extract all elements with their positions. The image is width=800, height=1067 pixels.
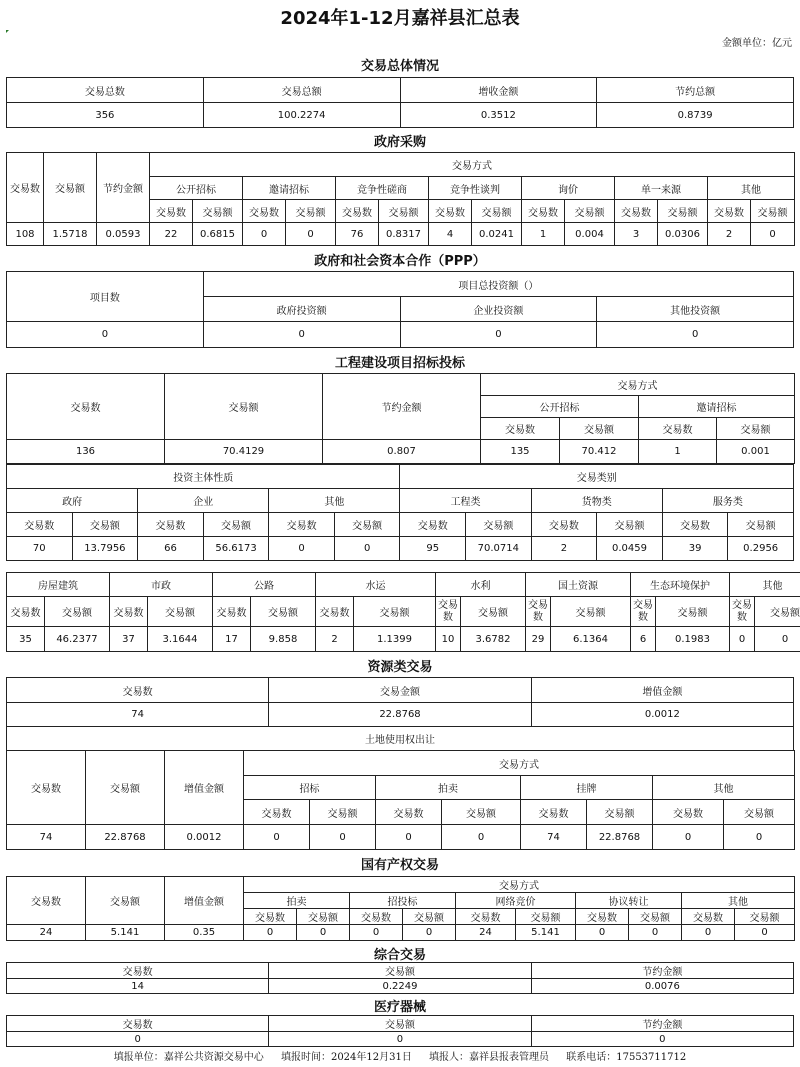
- sub-header: 交易额: [656, 597, 730, 627]
- sub-header: 交易数: [243, 200, 286, 223]
- method-header: 其他: [708, 177, 795, 200]
- value-cell: 0: [629, 925, 682, 941]
- sub-header: 交易数: [316, 597, 354, 627]
- value-cell: 0.0306: [658, 223, 708, 246]
- group-header: 房屋建筑: [7, 573, 110, 597]
- header-cell: 交易数: [7, 963, 269, 979]
- header-cell: 项目总投资额（）: [203, 272, 793, 297]
- sub-header: 交易数: [576, 909, 629, 925]
- medical-table: [6, 1015, 794, 1047]
- value-cell: 108: [7, 223, 44, 246]
- section-title-gov: 政府采购: [373, 135, 426, 150]
- value-cell: 0: [653, 825, 724, 850]
- value-cell: 0.1983: [656, 627, 730, 652]
- sub-header: 交易数: [244, 800, 310, 825]
- value-cell: 6: [631, 627, 656, 652]
- header-cell: 节约金额: [531, 1016, 793, 1032]
- eng-industry-table: [6, 572, 800, 652]
- value-cell: 0.8739: [597, 103, 794, 128]
- group-header: 其他: [730, 573, 800, 597]
- sub-header: 交易数: [631, 597, 656, 627]
- sub-header: 交易数: [110, 597, 148, 627]
- section-title-comprehensive: 综合交易: [373, 948, 426, 963]
- sub-header: 交易数: [350, 909, 403, 925]
- header-cell: 交易数: [7, 751, 86, 825]
- header-cell: 交易额: [86, 877, 165, 925]
- header-cell: 交易额: [165, 374, 323, 440]
- group-header: 政府: [7, 489, 138, 513]
- sub-header: 交易数: [7, 597, 45, 627]
- value-cell: 13.7956: [72, 537, 138, 561]
- method-header: 协议转让: [576, 893, 682, 909]
- value-cell: 0.807: [323, 440, 481, 464]
- sub-header: 交易额: [251, 597, 316, 627]
- sub-header: 交易额: [735, 909, 795, 925]
- section-title-ppp: 政府和社会资本合作（PPP）: [314, 254, 486, 269]
- eng-main-table: [6, 373, 795, 464]
- eng-invest-table: [6, 464, 794, 561]
- value-cell: 0: [243, 223, 286, 246]
- value-cell: 5.141: [86, 925, 165, 941]
- value-cell: 0.2249: [269, 979, 531, 994]
- sub-header: 交易额: [717, 418, 795, 440]
- value-cell: 0: [7, 1032, 269, 1047]
- resource-summary-table: [6, 677, 794, 751]
- state-property-table: [6, 876, 795, 941]
- sub-header: 交易数: [615, 200, 658, 223]
- value-cell: 0: [244, 825, 310, 850]
- value-cell: 0: [376, 825, 442, 850]
- sub-header: 交易数: [429, 200, 472, 223]
- value-cell: 56.6173: [203, 537, 269, 561]
- header-cell: 交易方式: [244, 751, 795, 776]
- sub-header: 交易额: [658, 200, 708, 223]
- value-cell: 0.0241: [472, 223, 522, 246]
- header-cell: 交易方式: [150, 153, 795, 177]
- value-cell: 0.0076: [531, 979, 793, 994]
- group-header: 生态环境保护: [631, 573, 730, 597]
- sub-header: 交易数: [522, 200, 565, 223]
- sub-header: 交易额: [472, 200, 522, 223]
- sub-header: 交易额: [379, 200, 429, 223]
- value-cell: 46.2377: [45, 627, 110, 652]
- header-cell: 交易数: [7, 877, 86, 925]
- value-cell: 95: [400, 537, 466, 561]
- group-header: 水利: [436, 573, 526, 597]
- method-header: 单一来源: [615, 177, 708, 200]
- value-cell: 10: [436, 627, 461, 652]
- value-cell: 70: [7, 537, 73, 561]
- gov-procurement-table: [6, 152, 795, 246]
- sub-header: 交易额: [354, 597, 436, 627]
- value-cell: 0: [751, 223, 795, 246]
- sub-header: 交易额: [466, 513, 532, 537]
- sub-header: 交易数: [531, 513, 597, 537]
- value-cell: 0.0012: [165, 825, 244, 850]
- header-cell: 节约总额: [597, 78, 794, 103]
- value-cell: 0: [286, 223, 336, 246]
- value-cell: 0.001: [717, 440, 795, 464]
- value-cell: 0: [576, 925, 629, 941]
- value-cell: 2: [708, 223, 751, 246]
- header-cell: 项目数: [7, 272, 204, 322]
- value-cell: 4: [429, 223, 472, 246]
- value-cell: 0: [297, 925, 350, 941]
- sub-header: 交易数: [7, 513, 73, 537]
- page-title: 2024年1-12月嘉祥县汇总表: [280, 8, 520, 29]
- value-cell: 136: [7, 440, 165, 464]
- sub-header: 交易数: [269, 513, 335, 537]
- group-header: 货物类: [531, 489, 662, 513]
- method-header: 其他: [653, 776, 795, 800]
- value-cell: 0.0593: [97, 223, 150, 246]
- method-header: 邀请招标: [639, 396, 795, 418]
- header-cell: 其他投资额: [597, 297, 794, 322]
- sub-header: 交易额: [728, 513, 794, 537]
- sub-header: 交易数: [662, 513, 728, 537]
- value-cell: 70.4129: [165, 440, 323, 464]
- group-header: 公路: [213, 573, 316, 597]
- sub-header: 交易数: [481, 418, 560, 440]
- method-header: 竞争性磋商: [336, 177, 429, 200]
- value-cell: 0: [244, 925, 297, 941]
- header-cell: 交易方式: [244, 877, 795, 893]
- value-cell: 66: [138, 537, 204, 561]
- value-cell: 0: [531, 1032, 793, 1047]
- sub-header: 交易额: [751, 200, 795, 223]
- value-cell: 0: [724, 825, 795, 850]
- header-cell: 交易方式: [481, 374, 795, 396]
- sub-header: 交易额: [148, 597, 213, 627]
- value-cell: 24: [7, 925, 86, 941]
- value-cell: 356: [7, 103, 204, 128]
- value-cell: 0.35: [165, 925, 244, 941]
- value-cell: 24: [456, 925, 516, 941]
- header-cell: 增值金额: [165, 877, 244, 925]
- method-header: 邀请招标: [243, 177, 336, 200]
- footer-time: 填报时间：2024年12月31日: [280, 1052, 412, 1063]
- value-cell: 0: [403, 925, 456, 941]
- header-cell: 交易金额: [269, 678, 531, 703]
- section-title-resource: 资源类交易: [367, 660, 433, 675]
- header-cell: 节约金额: [531, 963, 793, 979]
- value-cell: 22.8768: [269, 703, 531, 727]
- method-header: 询价: [522, 177, 615, 200]
- sub-header: 交易额: [724, 800, 795, 825]
- header-cell: 增收金额: [400, 78, 597, 103]
- value-cell: 1: [639, 440, 717, 464]
- header-cell: 增值金额: [531, 678, 793, 703]
- value-cell: 0.8317: [379, 223, 429, 246]
- value-cell: 22: [150, 223, 193, 246]
- value-cell: 0.3512: [400, 103, 597, 128]
- sub-header: 交易额: [560, 418, 639, 440]
- value-cell: 1.1399: [354, 627, 436, 652]
- method-header: 挂牌: [521, 776, 653, 800]
- value-cell: 0: [269, 1032, 531, 1047]
- header-cell: 交易数: [7, 153, 44, 223]
- sub-header: 交易数: [730, 597, 755, 627]
- method-header: 公开招标: [150, 177, 243, 200]
- sub-header: 交易额: [297, 909, 350, 925]
- report-footer: [0, 1048, 800, 1063]
- group-header: 其他: [269, 489, 400, 513]
- value-cell: 74: [7, 703, 269, 727]
- section-title-state: 国有产权交易: [360, 858, 439, 873]
- value-cell: 70.0714: [466, 537, 532, 561]
- sub-header: 交易数: [521, 800, 587, 825]
- value-cell: 6.1364: [551, 627, 631, 652]
- value-cell: 9.858: [251, 627, 316, 652]
- land-header: 土地使用权出让: [7, 727, 794, 751]
- sub-header: 交易额: [629, 909, 682, 925]
- value-cell: 1.5718: [44, 223, 97, 246]
- method-header: 招投标: [350, 893, 456, 909]
- value-cell: 0: [7, 322, 204, 348]
- method-header: 公开招标: [481, 396, 639, 418]
- value-cell: 0: [730, 627, 755, 652]
- method-header: 拍卖: [376, 776, 521, 800]
- value-cell: 0: [682, 925, 735, 941]
- value-cell: 14: [7, 979, 269, 994]
- sub-header: 交易额: [587, 800, 653, 825]
- value-cell: 3.6782: [461, 627, 526, 652]
- value-cell: 100.2274: [203, 103, 400, 128]
- value-cell: 39: [662, 537, 728, 561]
- value-cell: 3: [615, 223, 658, 246]
- value-cell: 0: [400, 322, 597, 348]
- footer-unit: 填报单位：嘉祥公共资源交易中心: [113, 1052, 264, 1063]
- section-title-medical: 医疗器械: [373, 1000, 426, 1015]
- sub-header: 交易数: [639, 418, 717, 440]
- sub-header: 交易数: [682, 909, 735, 925]
- sub-header: 交易数: [526, 597, 551, 627]
- value-cell: 22.8768: [86, 825, 165, 850]
- header-cell: 交易额: [269, 963, 531, 979]
- header-cell: 政府投资额: [203, 297, 400, 322]
- sub-header: 交易额: [461, 597, 526, 627]
- group-header: 服务类: [662, 489, 793, 513]
- value-cell: 70.412: [560, 440, 639, 464]
- land-transfer-table: [6, 750, 795, 850]
- sub-header: 交易额: [310, 800, 376, 825]
- value-cell: 0.6815: [193, 223, 243, 246]
- sub-header: 交易数: [708, 200, 751, 223]
- sub-header: 交易额: [755, 597, 800, 627]
- sub-header: 交易额: [45, 597, 110, 627]
- header-cell: 交易数: [7, 1016, 269, 1032]
- sub-header: 交易数: [150, 200, 193, 223]
- value-cell: 1: [522, 223, 565, 246]
- value-cell: 0.2956: [728, 537, 794, 561]
- header-cell: 交易数: [7, 374, 165, 440]
- group-header: 企业: [138, 489, 269, 513]
- header-cell: 交易类别: [400, 465, 794, 489]
- value-cell: 5.141: [516, 925, 576, 941]
- value-cell: 0: [203, 322, 400, 348]
- value-cell: 2: [316, 627, 354, 652]
- method-header: 网络竞价: [456, 893, 576, 909]
- section-title-eng: 工程建设项目招标投标: [334, 356, 465, 371]
- comprehensive-table: [6, 962, 794, 994]
- header-cell: 交易总额: [203, 78, 400, 103]
- group-header: 水运: [316, 573, 436, 597]
- header-cell: 节约金额: [97, 153, 150, 223]
- cell-marker: [6, 30, 9, 33]
- header-cell: 交易总数: [7, 78, 204, 103]
- sub-header: 交易额: [286, 200, 336, 223]
- sub-header: 交易额: [193, 200, 243, 223]
- sub-header: 交易数: [336, 200, 379, 223]
- sub-header: 交易额: [565, 200, 615, 223]
- value-cell: 0: [334, 537, 400, 561]
- sub-header: 交易数: [456, 909, 516, 925]
- sub-header: 交易额: [334, 513, 400, 537]
- sub-header: 交易数: [436, 597, 461, 627]
- amount-unit: 金额单位：亿元: [722, 38, 792, 49]
- sub-header: 交易额: [403, 909, 456, 925]
- sub-header: 交易额: [516, 909, 576, 925]
- value-cell: 76: [336, 223, 379, 246]
- sub-header: 交易额: [597, 513, 663, 537]
- value-cell: 0: [269, 537, 335, 561]
- value-cell: 2: [531, 537, 597, 561]
- value-cell: 0: [310, 825, 376, 850]
- value-cell: 0: [442, 825, 521, 850]
- sub-header: 交易额: [551, 597, 631, 627]
- method-header: 竞争性谈判: [429, 177, 522, 200]
- value-cell: 29: [526, 627, 551, 652]
- header-cell: 企业投资额: [400, 297, 597, 322]
- value-cell: 0: [735, 925, 795, 941]
- method-header: 招标: [244, 776, 376, 800]
- header-cell: 交易数: [7, 678, 269, 703]
- value-cell: 0.004: [565, 223, 615, 246]
- footer-phone: 联系电话：17553711712: [566, 1052, 687, 1063]
- sub-header: 交易数: [653, 800, 724, 825]
- value-cell: 17: [213, 627, 251, 652]
- value-cell: 37: [110, 627, 148, 652]
- ppp-table: [6, 271, 794, 348]
- value-cell: 0: [597, 322, 794, 348]
- sub-header: 交易数: [244, 909, 297, 925]
- value-cell: 3.1644: [148, 627, 213, 652]
- sub-header: 交易数: [213, 597, 251, 627]
- header-cell: 交易额: [269, 1016, 531, 1032]
- sub-header: 交易额: [203, 513, 269, 537]
- value-cell: 0: [350, 925, 403, 941]
- header-cell: 交易额: [44, 153, 97, 223]
- sub-header: 交易数: [138, 513, 204, 537]
- header-cell: 增值金额: [165, 751, 244, 825]
- method-header: 拍卖: [244, 893, 350, 909]
- value-cell: 22.8768: [587, 825, 653, 850]
- sub-header: 交易额: [442, 800, 521, 825]
- value-cell: 35: [7, 627, 45, 652]
- sub-header: 交易额: [72, 513, 138, 537]
- section-title-overall: 交易总体情况: [360, 59, 439, 74]
- value-cell: 0.0012: [531, 703, 793, 727]
- overall-table: [6, 77, 794, 128]
- group-header: 工程类: [400, 489, 531, 513]
- value-cell: 0.0459: [597, 537, 663, 561]
- value-cell: 135: [481, 440, 560, 464]
- header-cell: 投资主体性质: [7, 465, 400, 489]
- value-cell: 74: [7, 825, 86, 850]
- group-header: 市政: [110, 573, 213, 597]
- group-header: 国土资源: [526, 573, 631, 597]
- method-header: 其他: [682, 893, 795, 909]
- value-cell: 0: [755, 627, 800, 652]
- sub-header: 交易数: [376, 800, 442, 825]
- footer-person: 填报人：嘉祥县报表管理员: [429, 1052, 550, 1063]
- value-cell: 74: [521, 825, 587, 850]
- header-cell: 交易额: [86, 751, 165, 825]
- sub-header: 交易数: [400, 513, 466, 537]
- header-cell: 节约金额: [323, 374, 481, 440]
